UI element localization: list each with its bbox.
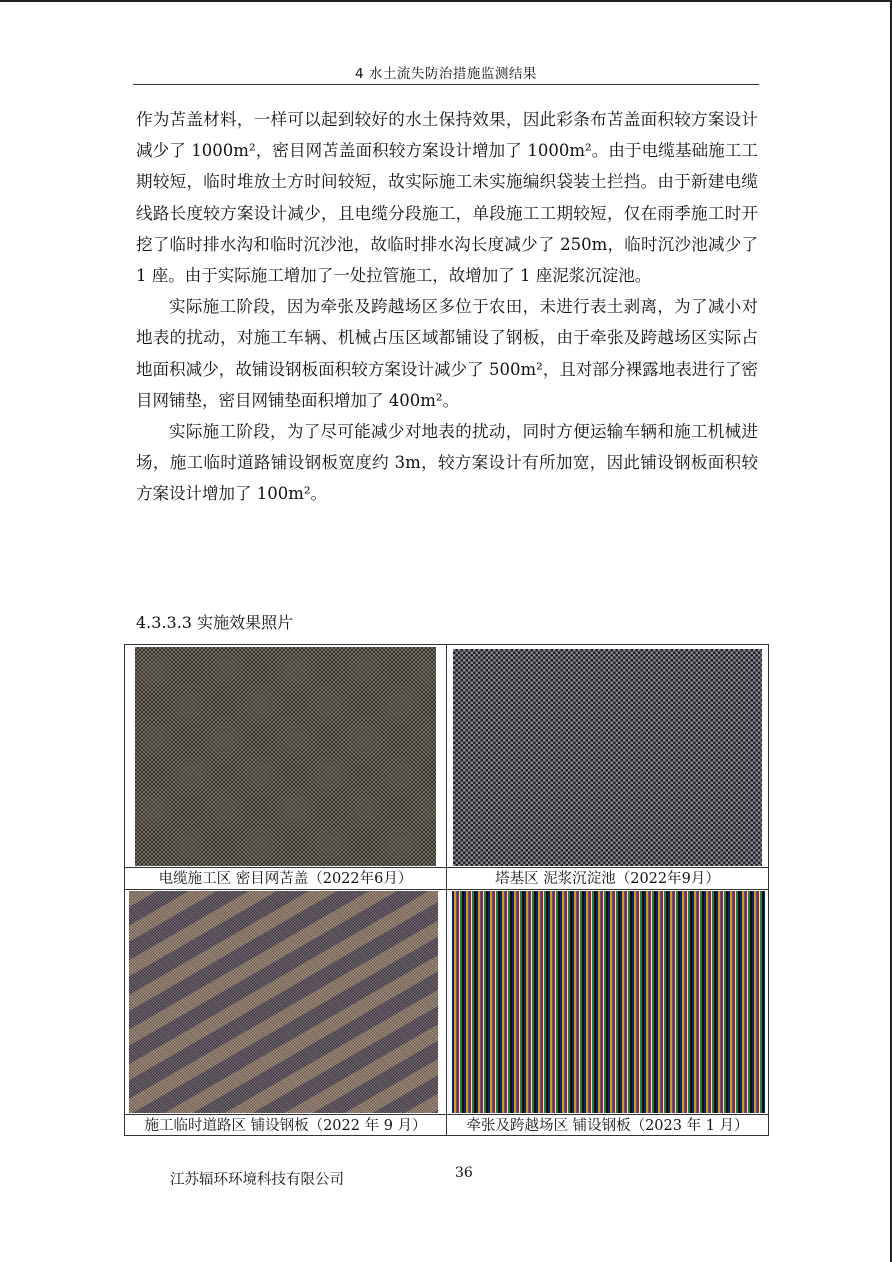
photo-stringing-area-steel-plate — [452, 891, 765, 1113]
photo-caption: 电缆施工区 密目网苫盖（2022年6月） — [158, 871, 413, 887]
body-text — [136, 104, 758, 510]
page-number: 36 — [455, 1165, 473, 1181]
paragraph-continued: 作为苫盖材料，一样可以起到较好的水土保持效果，因此彩条布苫盖面积较方案设计减少了 1000m²，密目网苫盖面积较方案设计增加了 1000m²。由于电缆基础施工工期较短，临时堆放土方时间较短，故实际施工未实施编织袋装土拦挡。由于新建电缆线路长度较方案设计减少，且电缆分段施工，单段施工工期较短，仅在雨季施工时开挖了临时排水沟和临时沉沙池，故临时排水沟长度减少了 250m，临时沉沙池减少了 1 座。由于实际施工增加了一处拉管施工，故增加了 1 座泥浆沉淀池。 — [136, 110, 758, 286]
paragraph-temporary-road: 实际施工阶段，为了尽可能减少对地表的扰动，同时方便运输车辆和施工机械进场，施工临时道路铺设钢板宽度约 3m，较方案设计有所加宽，因此铺设钢板面积较方案设计增加了 100m²。 — [136, 422, 758, 504]
table-divider-row1-caption — [125, 889, 768, 890]
photo-caption: 塔基区 泥浆沉淀池（2022年9月） — [495, 871, 720, 887]
page-frame-top — [0, 0, 892, 2]
photo-table — [124, 644, 769, 1136]
photo-cable-area-mesh-cover — [135, 647, 436, 866]
photo-temporary-road-steel-plate — [129, 891, 438, 1113]
table-divider-row2-photo — [125, 1114, 768, 1115]
photo-tower-base-mud-pit — [453, 649, 762, 866]
header-rule — [133, 84, 759, 85]
photo-caption: 施工临时道路区 铺设钢板（2022 年 9 月） — [144, 1118, 427, 1134]
section-heading: 4.3.3.3 实施效果照片 — [136, 613, 294, 632]
photo-caption: 牵张及跨越场区 铺设钢板（2023 年 1 月） — [466, 1118, 749, 1134]
running-header: 4 水土流失防治措施监测结果 — [355, 66, 537, 82]
footer-company: 江苏辐环环境科技有限公司 — [170, 1172, 344, 1188]
table-divider-row1-photo — [125, 867, 768, 868]
paragraph-stringing-area: 实际施工阶段，因为牵张及跨越场区多位于农田，未进行表土剥离，为了减小对地表的扰动，对施工车辆、机械占压区域都铺设了钢板，由于牵张及跨越场区实际占地面积减少，故铺设钢板面积较方案设计减少了 500m²，且对部分裸露地表进行了密目网铺垫，密目网铺垫面积增加了 400m²。 — [136, 297, 758, 410]
table-divider-vertical — [446, 645, 447, 1135]
